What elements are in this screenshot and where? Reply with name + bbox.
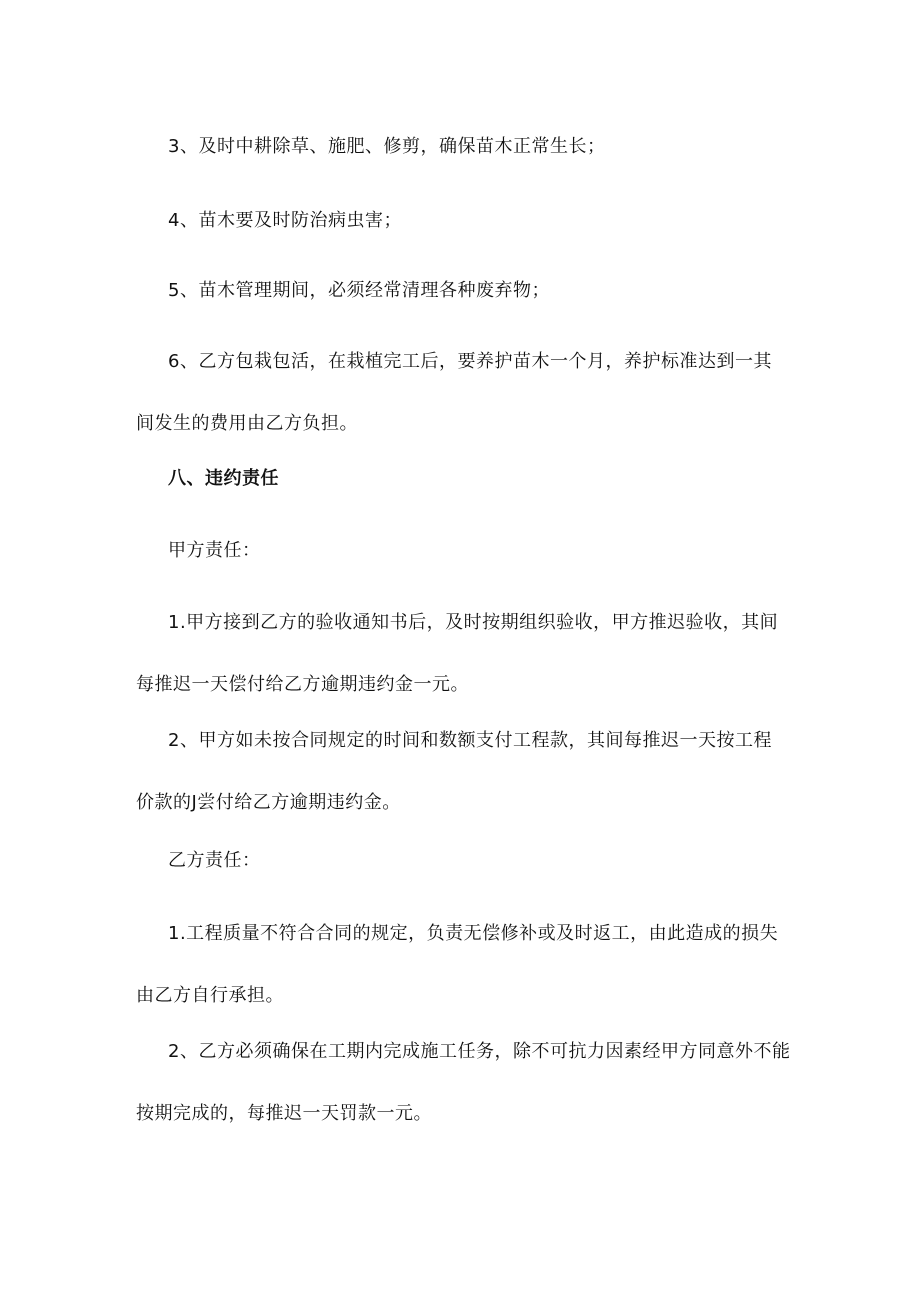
clause-6-paragraph	[136, 331, 796, 455]
paragraph-line: 间发生的费用由乙方负担。	[136, 413, 358, 434]
paragraph-line: 1.甲方接到乙方的验收通知书后，及时按期组织验收，甲方推迟验收，其间	[168, 612, 779, 633]
paragraph-line: 价款的J尝付给乙方逾期违约金。	[136, 792, 401, 813]
paragraph-line: 2、甲方如未按合同规定的时间和数额支付工程款，其间每推迟一天按工程	[168, 730, 772, 751]
clause-4-paragraph	[136, 190, 796, 252]
paragraph-line: 按期完成的，每推迟一天罚款一元。	[136, 1103, 432, 1124]
section-heading-breach-liability	[136, 448, 796, 510]
paragraph-line: 由乙方自行承担。	[136, 985, 284, 1006]
paragraph-line: 2、乙方必须确保在工期内完成施工任务，除不可抗力因素经甲方同意外不能	[168, 1041, 791, 1062]
paragraph-line: 1.工程质量不符合合同的规定，负责无偿修补或及时返工，由此造成的损失	[168, 923, 779, 944]
party-b-clause-1-paragraph	[136, 903, 796, 1027]
party-a-clause-1-paragraph	[136, 592, 796, 716]
paragraph-line: 4、苗木要及时防治病虫害；	[168, 210, 402, 231]
paragraph-line: 5、苗木管理期间，必须经常清理各种废弃物；	[168, 280, 550, 301]
party-a-responsibility-heading	[136, 520, 796, 582]
party-b-responsibility-heading	[136, 830, 796, 892]
party-b-clause-2-paragraph	[136, 1021, 796, 1145]
section-heading-text: 八、违约责任	[168, 468, 279, 489]
paragraph-line: 3、及时中耕除草、施肥、修剪，确保苗木正常生长；	[168, 136, 606, 157]
party-a-clause-2-paragraph	[136, 710, 796, 834]
paragraph-line: 6、乙方包栽包活，在栽植完工后，要养护苗木一个月，养护标准达到一其	[168, 351, 772, 372]
paragraph-line: 乙方责任：	[168, 850, 261, 871]
paragraph-line: 甲方责任：	[168, 540, 261, 561]
paragraph-line: 每推迟一天偿付给乙方逾期违约金一元。	[136, 674, 469, 695]
clause-5-paragraph	[136, 260, 796, 322]
clause-3-paragraph	[136, 116, 796, 178]
